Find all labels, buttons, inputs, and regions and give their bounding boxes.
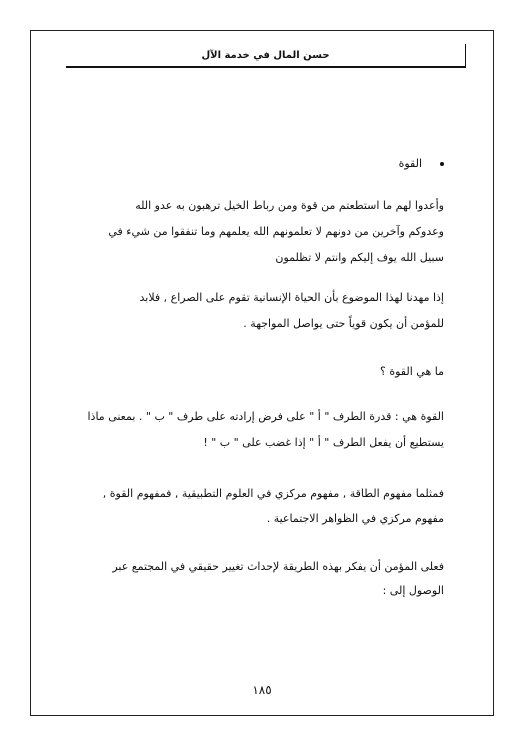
paragraph-line: فعلى المؤمن أن يفكر بهذه الطريقة لإحداث تغيير حقيقي في المجتمع عبر bbox=[112, 560, 444, 573]
paragraph-line: سبيل الله يوف إليكم وانتم لا تظلمون bbox=[275, 251, 444, 264]
paragraph-line: يستطيع أن يفعل الطرف " أ " إذا غضب على " ب " ! bbox=[203, 436, 444, 449]
running-header bbox=[66, 44, 466, 68]
paragraph-line: للمؤمن أن يكون قوياً حتى يواصل المواجهة . bbox=[243, 317, 444, 330]
paragraph-line: إذا مهدنا لهذا الموضوع بأن الحياة الإنسانية تقوم على الصراع , فلابد bbox=[139, 291, 444, 304]
section-heading bbox=[399, 157, 444, 170]
paragraph-line: فمثلما مفهوم الطاقة , مفهوم مركزي في العلوم التطبيقية , فمفهوم القوة , bbox=[102, 487, 444, 500]
section-heading-text: القوة bbox=[398, 157, 422, 170]
question-heading: ما هي القوة ؟ bbox=[380, 365, 444, 378]
paragraph-line: القوة هي : قدرة الطرف " أ " على فرض إرادته على طرف " ب " . بمعنى ماذا bbox=[87, 410, 444, 423]
page-number: ١٨٥ bbox=[252, 683, 272, 697]
header-title: حسن المال في خدمة الآل bbox=[201, 50, 330, 61]
paragraph-line: وعدوكم وآخرين من دونهم لا تعلمونهم الله يعلمهم وما تنفقوا من شيء في bbox=[108, 225, 444, 238]
paragraph-line: مفهوم مركزي في الظواهر الاجتماعية . bbox=[266, 512, 444, 525]
paragraph-line: الوصول إلى : bbox=[382, 584, 444, 597]
bullet-icon bbox=[440, 162, 444, 166]
paragraph-line: وأعدوا لهم ما استطعتم من قوة ومن رباط الخيل ترهبون به عدو الله bbox=[135, 199, 444, 212]
